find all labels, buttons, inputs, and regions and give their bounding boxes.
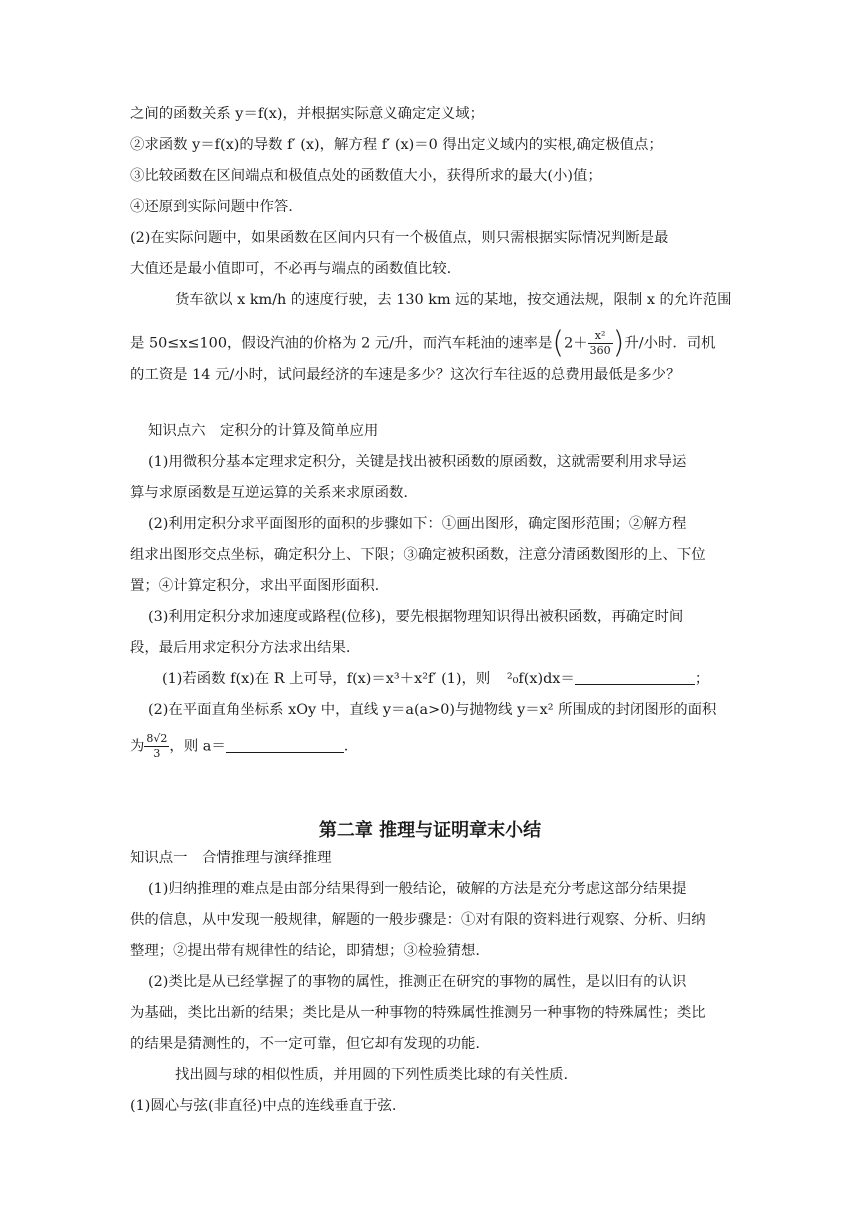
chapter-heading: 第二章 推理与证明章末小结: [318, 820, 542, 841]
question-text: 为: [130, 738, 145, 755]
example-line: 货车欲以 x km/h 的速度行驶，去 130 km 远的某地，按交通法规，限制 x 的允许范围: [175, 292, 732, 308]
integral-expression: ²₀f(x)dx＝: [506, 671, 575, 687]
formula-two-plus: 2＋: [564, 335, 588, 352]
question-line: (2)在平面直角坐标系 xOy 中，直线 y＝a(a>0)与抛物线 y＝x² 所围成的封闭图形的面积: [148, 702, 717, 718]
text-line: 供的信息，从中发现一般规律，解题的一般步骤是：①对有限的资料进行观察、分析、归纳: [130, 912, 706, 928]
question-text: ；: [694, 671, 710, 687]
text-line: (1)归纳推理的难点是由部分结果得到一般结论，破解的方法是充分考虑这部分结果提: [148, 881, 687, 897]
text-line: (2)利用定积分求平面图形的面积的步骤如下：①画出图形，确定图形范围；②解方程: [148, 516, 687, 532]
text-line: 算与求原函数是互逆运算的关系来求原函数.: [130, 485, 408, 501]
text-line: ②求函数 y＝f(x)的导数 f′ (x)，解方程 f′ (x)＝0 得出定义域内的实根,确定极值点；: [130, 137, 663, 153]
question-text: ，则 a＝: [169, 738, 226, 755]
fraction-numerator: x²: [588, 329, 613, 344]
text-line: (3)利用定积分求加速度或路程(位移)，要先根据物理知识得出被积函数，再确定时间: [148, 609, 684, 625]
fraction: [144, 732, 169, 761]
text-line: (1)用微积分基本定理求定积分，关键是找出被积函数的原函数，这就需要利用求导运: [148, 454, 687, 470]
answer-blank: [226, 738, 344, 753]
question-text: (1)若函数 f(x)在 R 上可导，f(x)＝x³＋x²f′ (1)，则: [162, 671, 491, 687]
text-line: 置；④计算定积分，求出平面图形面积.: [130, 578, 380, 594]
example-line: 找出圆与球的相似性质，并用圆的下列性质类比球的有关性质.: [175, 1067, 569, 1083]
example-line: 的工资是 14 元/小时，试问最经济的车速是多少？这次行车往返的总费用最低是多少？: [130, 367, 681, 383]
example-text: 升/小时．司机: [624, 335, 716, 352]
text-line: ③比较函数在区间端点和极值点处的函数值大小，获得所求的最大(小)值；: [130, 168, 602, 184]
example-line-with-formula: [130, 325, 716, 361]
fraction-denominator: 360: [589, 344, 611, 357]
text-line: 段，最后用求定积分方法求出结果.: [130, 640, 351, 656]
text-line: ④还原到实际问题中作答.: [130, 199, 293, 215]
right-paren: ): [612, 325, 625, 361]
example-text: 是 50≤x≤100，假设汽油的价格为 2 元/升，而汽车耗油的速率是: [130, 335, 553, 352]
example-line: (1)圆心与弦(非直径)中点的连线垂直于弦.: [130, 1098, 397, 1114]
question-line: [162, 669, 709, 689]
answer-blank: [575, 670, 695, 685]
question-line: [130, 732, 348, 761]
section-title: 知识点一 合情推理与演绎推理: [130, 850, 332, 866]
fraction-numerator: 8√2: [146, 732, 168, 745]
fraction: [588, 329, 613, 358]
text-line: 的结果是猜测性的，不一定可靠，但它却有发现的功能.: [130, 1036, 480, 1052]
text-line: 组求出图形交点坐标，确定积分上、下限；③确定被积函数，注意分清函数图形的上、下位: [130, 547, 706, 563]
text-line: (2)类比是从已经掌握了的事物的属性，推测正在研究的事物的属性，是以旧有的认识: [148, 974, 687, 990]
text-line: 为基础，类比出新的结果；类比是从一种事物的特殊属性推测另一种事物的特殊属性；类比: [130, 1005, 706, 1021]
text-line: 大值还是最小值即可，不必再与端点的函数值比较.: [130, 261, 452, 277]
section-title: 知识点六 定积分的计算及简单应用: [148, 423, 379, 439]
text-line: 之间的函数关系 y＝f(x)，并根据实际意义确定定义域；: [130, 106, 484, 122]
text-line: (2)在实际问题中，如果函数在区间内只有一个极值点，则只需根据实际情况判断是最: [130, 230, 669, 246]
left-paren: (: [552, 325, 565, 361]
question-text: .: [343, 738, 349, 755]
fraction-denominator: 3: [153, 747, 161, 760]
text-line: 整理；②提出带有规律性的结论，即猜想；③检验猜想.: [130, 943, 480, 959]
